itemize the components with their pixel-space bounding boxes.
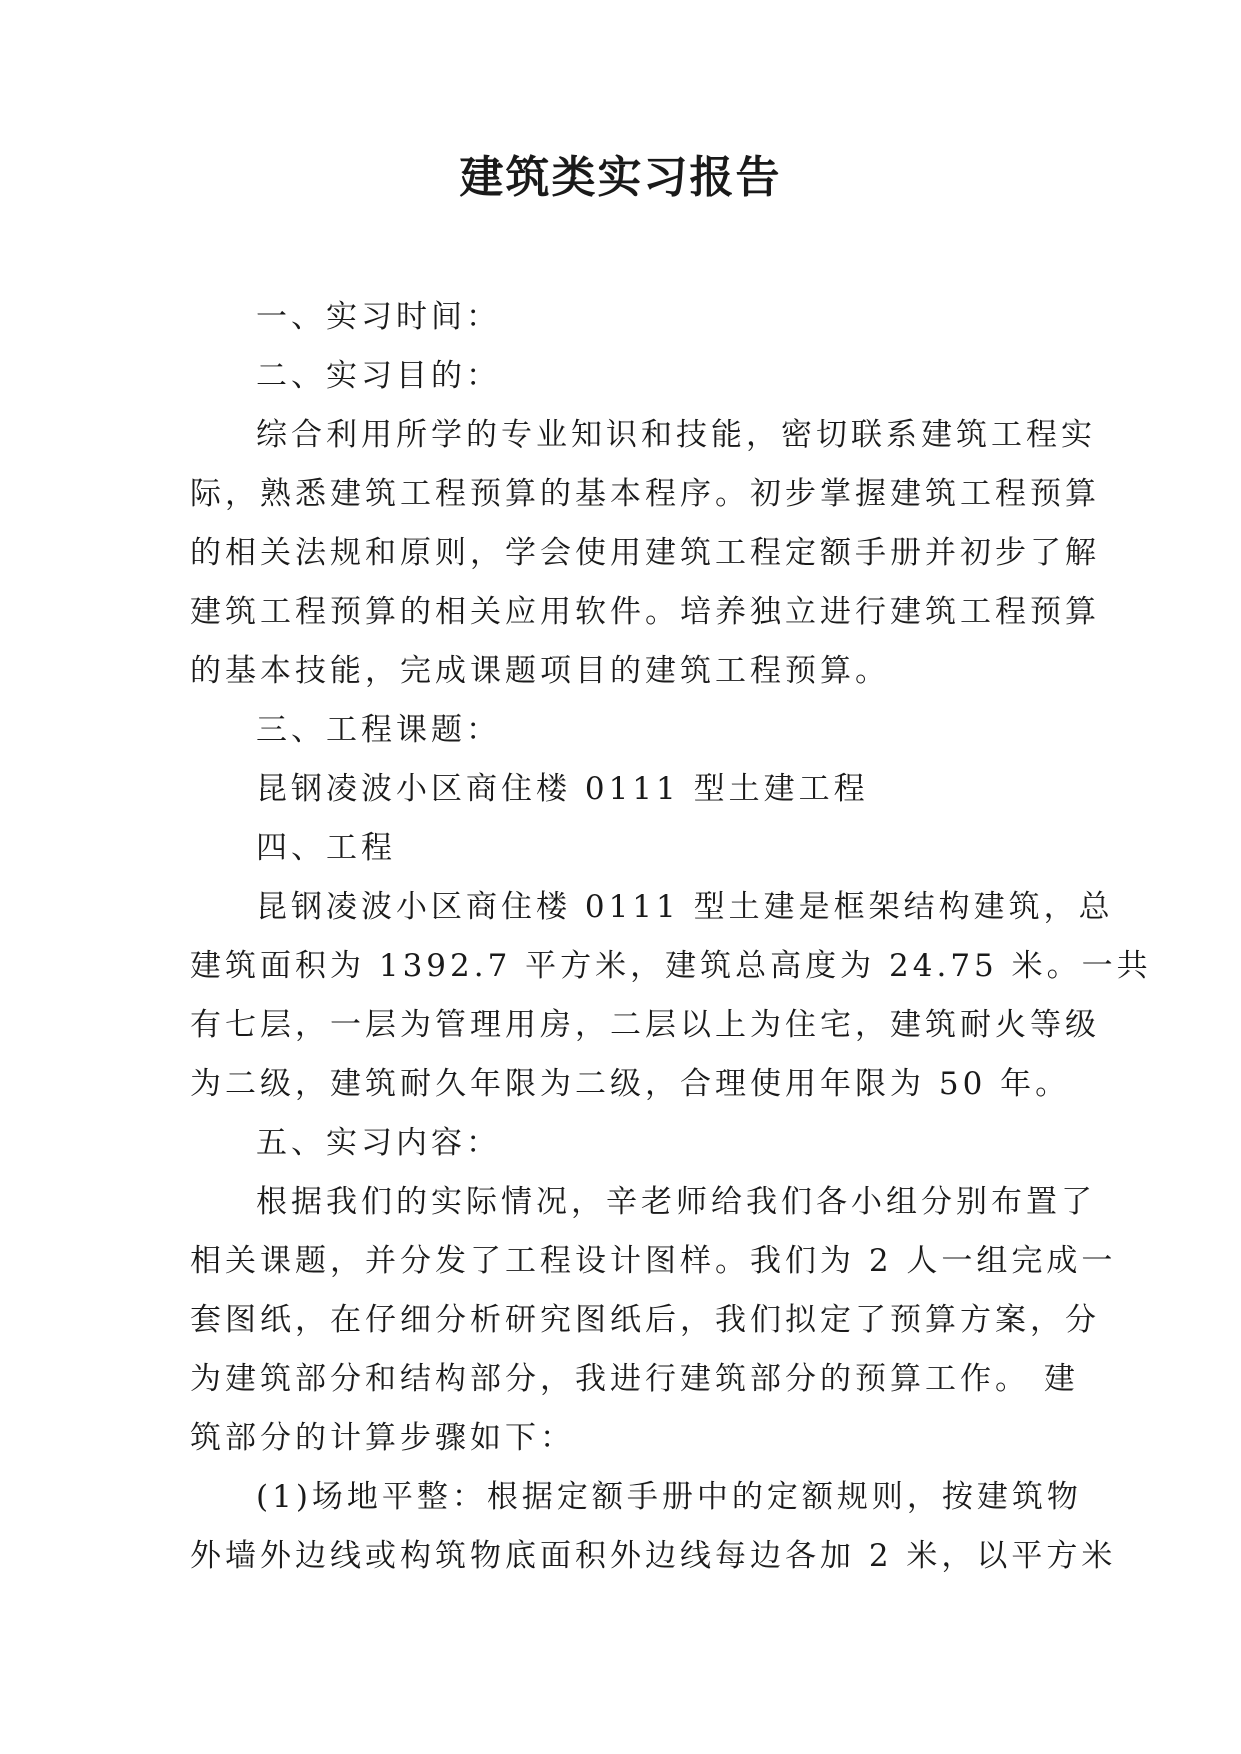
text-line: 建筑面积为 1392.7 平方米，建筑总高度为 24.75 米。一共 [190, 948, 1152, 984]
text-line: 有七层，一层为管理用房，二层以上为住宅，建筑耐火等级 [190, 1007, 1100, 1043]
text-line: 筑部分的计算步骤如下： [190, 1420, 575, 1456]
text-line: (1)场地平整：根据定额手册中的定额规则，按建筑物 [256, 1479, 1082, 1515]
document-body [190, 288, 1152, 1586]
text-line: 五、实习内容： [256, 1125, 501, 1161]
document-title: 建筑类实习报告 [459, 152, 782, 203]
text-line: 昆钢凌波小区商住楼 0111 型土建是框架结构建筑，总 [256, 889, 1114, 925]
text-line: 际，熟悉建筑工程预算的基本程序。初步掌握建筑工程预算 [190, 476, 1100, 512]
text-line: 三、工程课题： [256, 712, 501, 748]
text-line: 二、实习目的： [256, 358, 501, 394]
text-line: 相关课题，并分发了工程设计图样。我们为 2 人一组完成一 [190, 1243, 1117, 1279]
text-line: 四、工程 [256, 830, 396, 866]
text-line: 为建筑部分和结构部分，我进行建筑部分的预算工作。 建 [190, 1361, 1079, 1397]
text-line: 根据我们的实际情况，辛老师给我们各小组分别布置了 [256, 1184, 1096, 1220]
text-line: 综合利用所学的专业知识和技能，密切联系建筑工程实 [256, 417, 1096, 453]
text-line: 建筑工程预算的相关应用软件。培养独立进行建筑工程预算 [190, 594, 1100, 630]
text-line: 外墙外边线或构筑物底面积外边线每边各加 2 米，以平方米 [190, 1538, 1117, 1574]
text-line: 昆钢凌波小区商住楼 0111 型土建工程 [256, 771, 869, 807]
text-line: 套图纸，在仔细分析研究图纸后，我们拟定了预算方案，分 [190, 1302, 1100, 1338]
text-line: 的基本技能，完成课题项目的建筑工程预算。 [190, 653, 890, 689]
text-line: 的相关法规和原则，学会使用建筑工程定额手册并初步了解 [190, 535, 1100, 571]
text-line: 为二级，建筑耐久年限为二级，合理使用年限为 50 年。 [190, 1066, 1071, 1102]
text-line: 一、实习时间： [256, 299, 501, 335]
